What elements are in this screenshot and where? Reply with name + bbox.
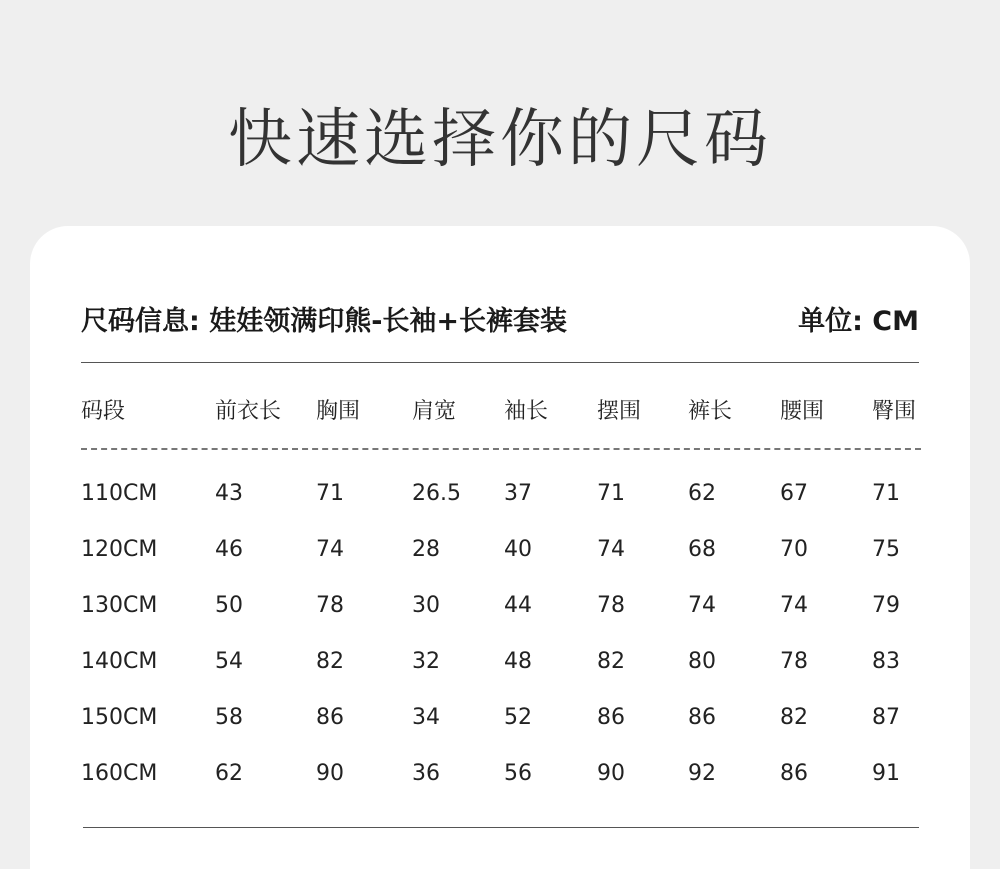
size-cell: 130CM xyxy=(81,593,158,618)
header-shoulder: 肩宽 xyxy=(412,399,457,424)
value-cell: 86 xyxy=(597,705,625,730)
value-cell: 86 xyxy=(780,761,808,786)
value-cell: 71 xyxy=(316,481,344,506)
value-cell: 70 xyxy=(780,537,808,562)
table-row xyxy=(0,530,1000,570)
value-cell: 82 xyxy=(316,649,344,674)
table-header xyxy=(0,392,1000,432)
value-cell: 74 xyxy=(780,593,808,618)
size-cell: 150CM xyxy=(81,705,158,730)
value-cell: 30 xyxy=(412,593,440,618)
value-cell: 58 xyxy=(215,705,243,730)
unit-label: 单位: CM xyxy=(798,305,919,337)
header-dashed-divider xyxy=(81,448,921,450)
value-cell: 37 xyxy=(504,481,532,506)
bottom-divider xyxy=(83,827,919,828)
value-cell: 86 xyxy=(688,705,716,730)
size-cell: 160CM xyxy=(81,761,158,786)
value-cell: 56 xyxy=(504,761,532,786)
value-cell: 50 xyxy=(215,593,243,618)
table-row xyxy=(0,698,1000,738)
table-row xyxy=(0,586,1000,626)
value-cell: 43 xyxy=(215,481,243,506)
value-cell: 80 xyxy=(688,649,716,674)
value-cell: 79 xyxy=(872,593,900,618)
value-cell: 68 xyxy=(688,537,716,562)
value-cell: 28 xyxy=(412,537,440,562)
header-sleeve: 袖长 xyxy=(504,399,549,424)
value-cell: 87 xyxy=(872,705,900,730)
value-cell: 62 xyxy=(215,761,243,786)
header-waist: 腰围 xyxy=(780,399,825,424)
value-cell: 40 xyxy=(504,537,532,562)
value-cell: 78 xyxy=(316,593,344,618)
value-cell: 74 xyxy=(597,537,625,562)
header-hip: 臀围 xyxy=(872,399,917,424)
value-cell: 32 xyxy=(412,649,440,674)
size-cell: 120CM xyxy=(81,537,158,562)
value-cell: 82 xyxy=(780,705,808,730)
header-chest: 胸围 xyxy=(316,399,361,424)
value-cell: 67 xyxy=(780,481,808,506)
value-cell: 71 xyxy=(597,481,625,506)
header-hem: 摆围 xyxy=(597,399,642,424)
value-cell: 86 xyxy=(316,705,344,730)
table-row xyxy=(0,642,1000,682)
value-cell: 83 xyxy=(872,649,900,674)
value-cell: 52 xyxy=(504,705,532,730)
value-cell: 62 xyxy=(688,481,716,506)
value-cell: 54 xyxy=(215,649,243,674)
header-pants-length: 裤长 xyxy=(688,399,733,424)
product-size-info: 尺码信息: 娃娃领满印熊-长袖+长裤套装 xyxy=(81,305,568,337)
value-cell: 26.5 xyxy=(412,481,461,506)
value-cell: 90 xyxy=(316,761,344,786)
header-front-length: 前衣长 xyxy=(215,399,282,424)
value-cell: 46 xyxy=(215,537,243,562)
top-divider xyxy=(81,362,919,363)
value-cell: 82 xyxy=(597,649,625,674)
size-cell: 110CM xyxy=(81,481,158,506)
page-title: 快速选择你的尺码 xyxy=(228,103,772,177)
size-info-row xyxy=(81,296,919,340)
value-cell: 74 xyxy=(688,593,716,618)
value-cell: 44 xyxy=(504,593,532,618)
header-size-range: 码段 xyxy=(81,399,126,424)
value-cell: 36 xyxy=(412,761,440,786)
value-cell: 71 xyxy=(872,481,900,506)
value-cell: 74 xyxy=(316,537,344,562)
value-cell: 78 xyxy=(597,593,625,618)
table-row xyxy=(0,754,1000,794)
value-cell: 91 xyxy=(872,761,900,786)
value-cell: 75 xyxy=(872,537,900,562)
value-cell: 90 xyxy=(597,761,625,786)
value-cell: 78 xyxy=(780,649,808,674)
value-cell: 48 xyxy=(504,649,532,674)
table-row xyxy=(0,474,1000,514)
value-cell: 92 xyxy=(688,761,716,786)
size-cell: 140CM xyxy=(81,649,158,674)
value-cell: 34 xyxy=(412,705,440,730)
